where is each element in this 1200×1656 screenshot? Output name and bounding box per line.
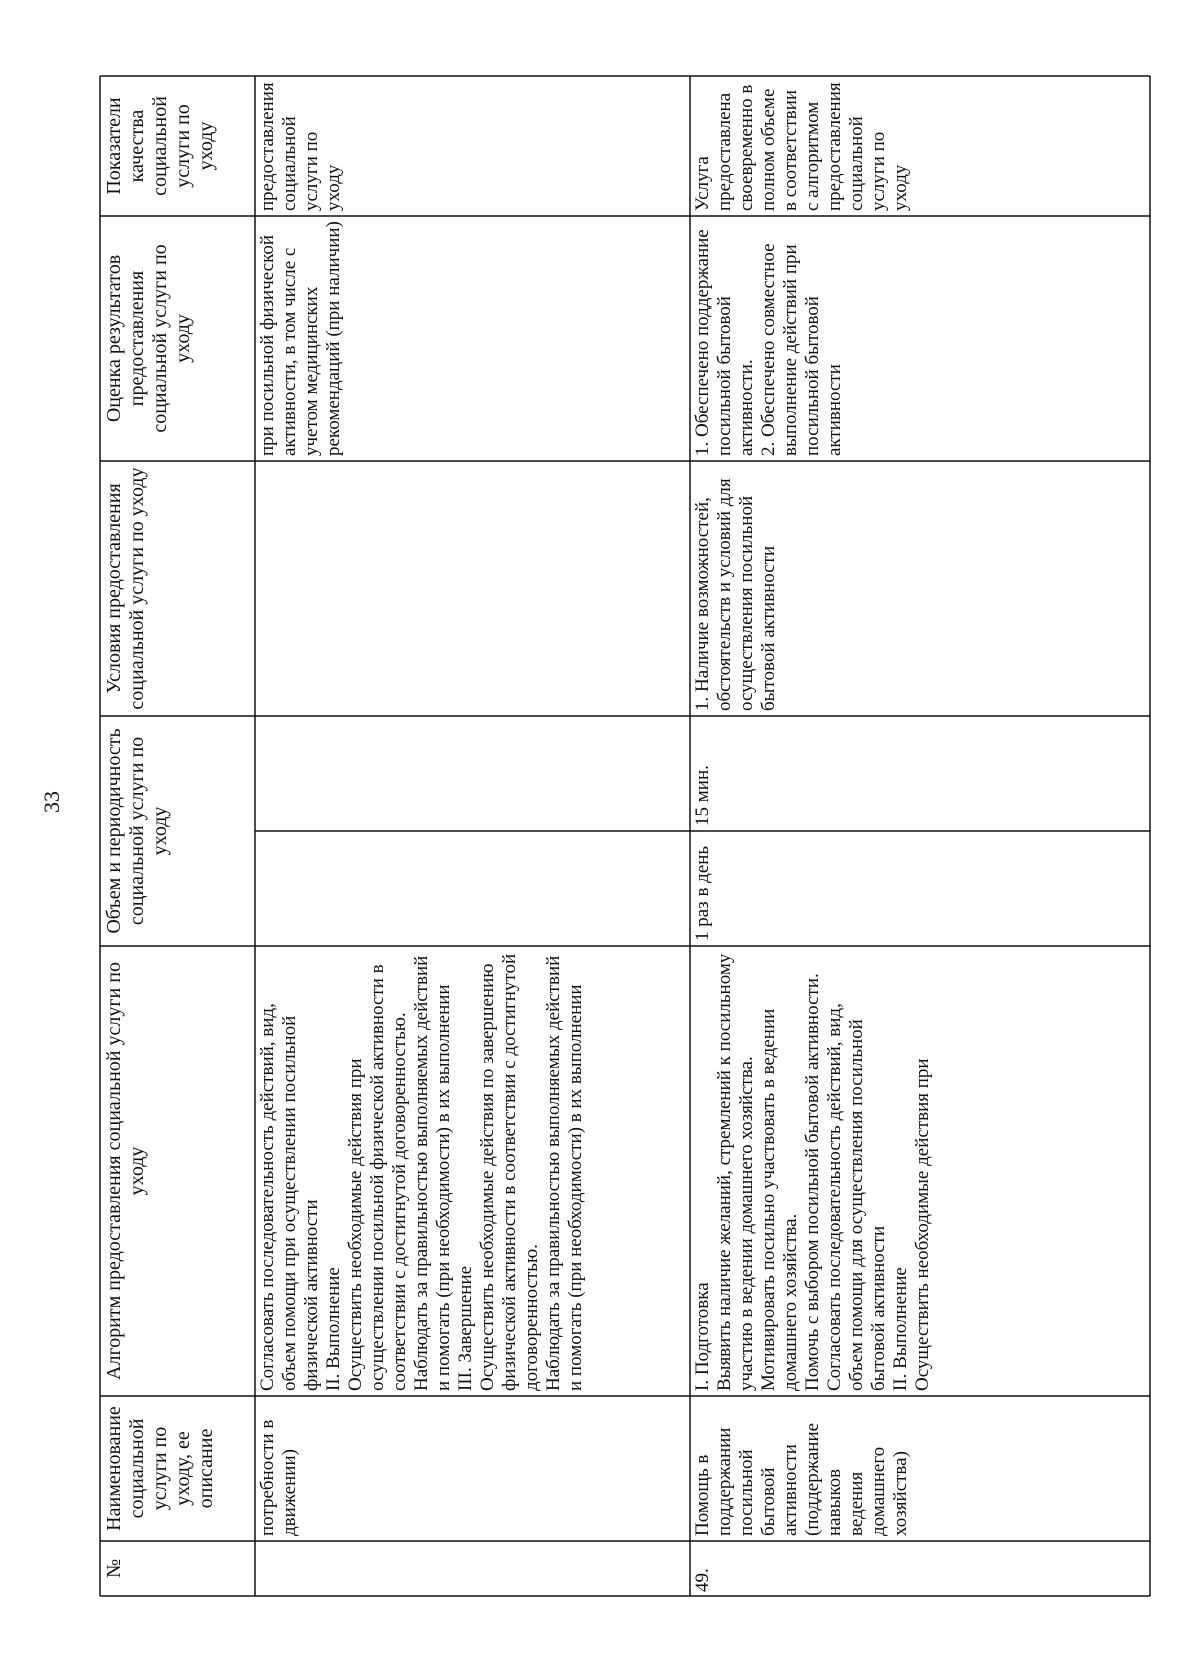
row1-num bbox=[255, 1541, 690, 1596]
row1-algorithm: Согласовать последовательность действий, вид, объем помощи при осуществлении посильной физической активности II. Выполнение Осуществить необходимые действия при осуществлении посильной физической активности в соответствии с достигнутой договоренностью. Наблюдать за правильностью выполняемых действий и помогать (при необходимости) в их выполнении III. Завершение Осуществить необходимые действия по завершению физической активности в соответствии с достигнутой договоренностью. Наблюдать за правильностью выполняемых действий и помогать (при необходимости) в их выполнении bbox=[257, 953, 586, 1391]
header-service-name: Наименование социальной услуги по уходу, ее описание bbox=[103, 1406, 217, 1531]
header-volume: Объем и периодичность социальной услуги по уходу bbox=[103, 728, 171, 934]
row1-evaluation: при посильной физической активности, в том числе с учетом медицинских рекомендаций (при наличии) bbox=[257, 221, 344, 456]
header-conditions: Условия предоставления социальной услуги по уходу bbox=[103, 467, 148, 710]
row1-conditions bbox=[255, 461, 690, 716]
row1-quality: предоставления социальной услуги по уходу bbox=[257, 77, 344, 211]
row2-duration: 15 мин. bbox=[692, 765, 713, 826]
header-algorithm: Алгоритм предоставления социальной услуги по уходу bbox=[103, 962, 148, 1380]
row2-quality: Услуга предоставлена своевременно в полном объеме в соответствии с алгоритмом предоставления социальной услуги по уходу bbox=[692, 77, 911, 211]
header-quality: Показатели качества социальной услуги по уходу bbox=[103, 96, 217, 196]
services-table bbox=[100, 76, 1150, 1596]
row2-frequency: 1 раз в день bbox=[692, 845, 713, 941]
page-number: 33 bbox=[39, 791, 64, 813]
row1-duration bbox=[255, 716, 690, 831]
row2-algorithm: I. Подготовка Выявить наличие желаний, стремлений к посильному участию в ведении домашнего хозяйства. Мотивировать посильно участвовать в ведении домашнего хозяйства. Помочь с выбором посильной бытовой активности. Согласовать последовательность действий, вид, объем помощи для осуществления посильной бытовой активности II. Выполнение Осуществить необходимые действия при bbox=[692, 953, 933, 1391]
row2-num: 49. bbox=[692, 1568, 713, 1592]
row2-service-name: Помощь в поддержании посильной бытовой активности (поддержание навыков ведения домашнего хозяйства) bbox=[692, 1418, 911, 1536]
header-num: № bbox=[103, 1558, 125, 1579]
row1-frequency bbox=[255, 831, 690, 946]
row2-evaluation: 1. Обеспечено поддержание посильной бытовой активности. 2. Обеспечено совместное выполнение действий при посильной бытовой активности bbox=[692, 229, 845, 456]
row1-service-name: потребности в движении) bbox=[257, 1414, 300, 1536]
header-evaluation: Оценка результатов предоставления социальной услуги по уходу bbox=[103, 244, 194, 433]
row2-conditions: 1. Наличие возможностей, обстоятельств и условий для осуществления посильной бытовой активности bbox=[692, 473, 779, 711]
